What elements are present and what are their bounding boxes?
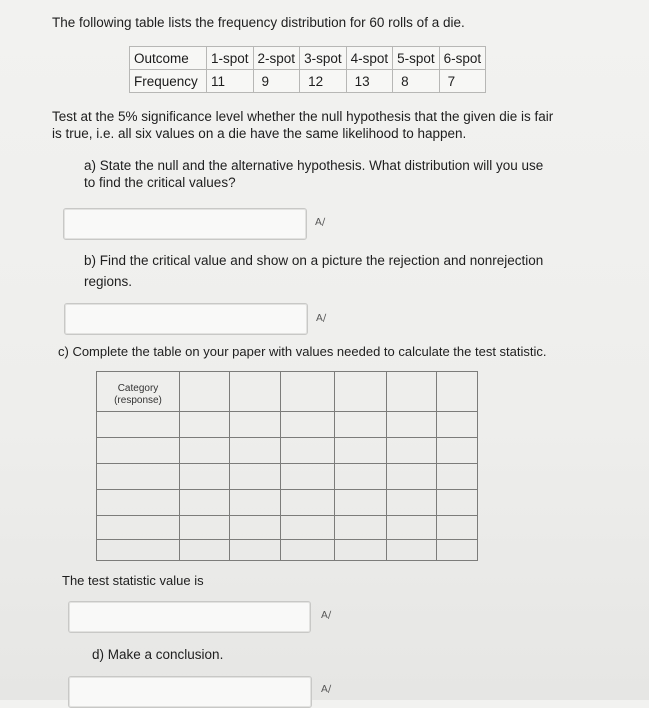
- part-a-line-2: to find the critical values?: [84, 175, 236, 190]
- part-b-line-2: regions.: [84, 274, 133, 289]
- spellcheck-icon[interactable]: A∕: [316, 313, 327, 324]
- instruction-line-1: Test at the 5% significance level whether the null hypothesis that the given die is fair: [52, 109, 554, 124]
- part-a-line-1: a) State the null and the alternative hypothesis. What distribution will you use: [84, 158, 544, 173]
- outcome-cell: 1-spot: [207, 47, 254, 70]
- test-statistic-input[interactable]: [68, 601, 311, 633]
- frequency-cell: 9: [253, 70, 300, 93]
- instruction-line-2: is true, i.e. all six values on a die have the same likelihood to happen.: [52, 126, 467, 141]
- frequency-cell: 8: [393, 70, 440, 93]
- spellcheck-icon[interactable]: A∕: [315, 217, 326, 228]
- frequency-cell: 11: [207, 70, 254, 93]
- part-d-answer-input[interactable]: [68, 676, 312, 708]
- frequency-cell: 7: [439, 70, 486, 93]
- frequency-table: [129, 46, 486, 93]
- spellcheck-icon[interactable]: A∕: [321, 684, 332, 695]
- part-c-text: c) Complete the table on your paper with values needed to calculate the test statistic.: [58, 344, 547, 359]
- outcome-cell: 6-spot: [439, 47, 486, 70]
- grid-header-label: [108, 383, 168, 407]
- spellcheck-icon[interactable]: A∕: [321, 610, 332, 621]
- outcome-cell: 4-spot: [346, 47, 393, 70]
- outcome-cell: 5-spot: [393, 47, 440, 70]
- part-d-text: d) Make a conclusion.: [92, 647, 224, 662]
- frequency-header: Frequency: [130, 70, 207, 93]
- part-b-line-1: b) Find the critical value and show on a picture the rejection and nonrejection: [84, 253, 544, 268]
- grid-label-line-1: Category: [117, 383, 159, 394]
- frequency-cell: 13: [346, 70, 393, 93]
- frequency-row: [130, 70, 486, 93]
- intro-text: The following table lists the frequency distribution for 60 rolls of a die.: [52, 15, 465, 30]
- outcome-cell: 3-spot: [300, 47, 347, 70]
- outcome-row: [130, 47, 486, 70]
- part-b-answer-input[interactable]: [64, 303, 308, 335]
- outcome-header: Outcome: [130, 47, 207, 70]
- grid-label-line-2: (response): [114, 395, 162, 406]
- frequency-cell: 12: [300, 70, 347, 93]
- part-a-answer-input[interactable]: [63, 208, 307, 240]
- outcome-cell: 2-spot: [253, 47, 300, 70]
- blank-grid-table: [96, 371, 478, 561]
- test-statistic-label: The test statistic value is: [62, 573, 204, 588]
